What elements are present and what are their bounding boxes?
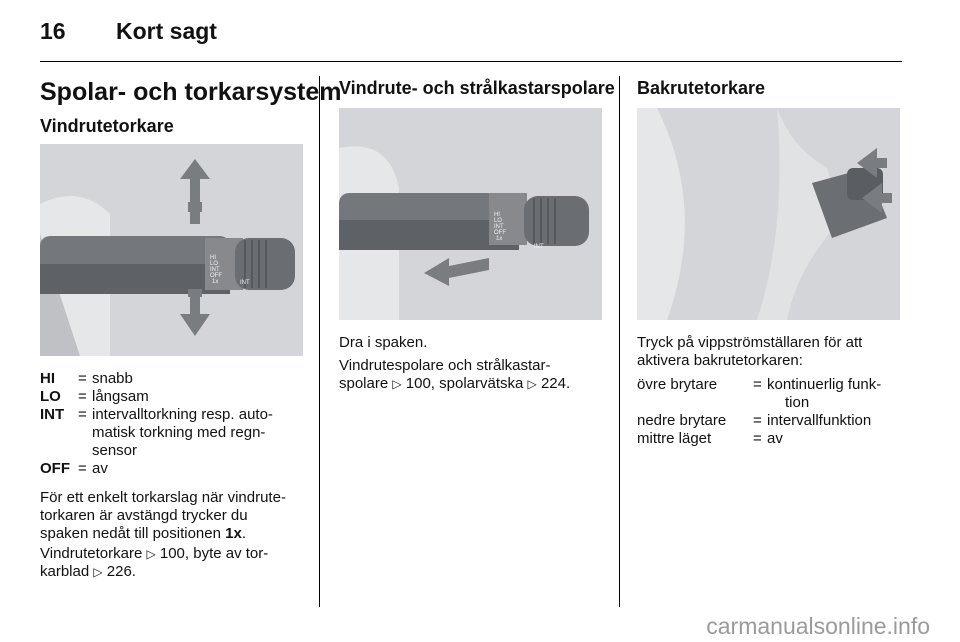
paragraph-line: aktivera bakrutetorkaren: (637, 352, 803, 369)
figure-label-int: INT (494, 224, 504, 230)
page-reference-arrow-icon: ▷ (392, 377, 402, 391)
legend-term: HI (40, 370, 55, 387)
legend-term: INT (40, 406, 65, 423)
legend-eq: = (78, 388, 87, 405)
legend-eq: = (753, 412, 762, 429)
running-title: Kort sagt (116, 18, 217, 44)
legend-eq: = (78, 370, 87, 387)
legend-term: mittre läget (637, 430, 712, 447)
legend-row-lower (637, 412, 907, 430)
legend-desc-line1: intervalltorkning resp. auto- (92, 406, 273, 423)
figure-label-off: OFF (494, 230, 506, 236)
page-reference-arrow-icon: ▷ (93, 565, 103, 579)
legend-desc: snabb (92, 370, 133, 387)
section-title: Spolar- och torkarsystem (40, 78, 342, 106)
legend-row-int (40, 406, 310, 460)
rear-wiper-instruction (637, 334, 907, 370)
header-rule (40, 61, 902, 62)
reference-text: Vindrutetorkare (40, 545, 147, 562)
legend-desc: av (92, 460, 108, 477)
legend-desc: långsam (92, 388, 149, 405)
legend-desc (767, 376, 881, 412)
washer-section-title: Vindrute- och strålkastarspolare (339, 78, 615, 98)
paragraph-line: För ett enkelt torkarslag när vindrute- (40, 489, 286, 506)
watermark: carmanualsonline.info (706, 613, 930, 639)
reference-text: spolare (339, 375, 393, 392)
legend-term: nedre brytare (637, 412, 727, 429)
paragraph-line: Tryck på vippströmställaren för att (637, 334, 863, 351)
legend-desc-line2: tion (785, 394, 810, 411)
page-reference-arrow-icon: ▷ (527, 377, 537, 391)
reference-link[interactable]: 226. (106, 563, 136, 580)
figure-label-int: INT (210, 267, 220, 273)
legend-term: LO (40, 388, 61, 405)
paragraph-line: torkaren är avstängd trycker du (40, 507, 248, 524)
figure-label-off: OFF (210, 273, 222, 279)
legend-desc-line3: sensor (92, 442, 138, 459)
figure-label-lo: LO (210, 261, 219, 267)
figure-label-hi: HI (210, 255, 216, 261)
legend-desc-line1: kontinuerlig funk- (767, 376, 882, 393)
legend-eq: = (78, 460, 87, 477)
legend-desc-line2: matisk torkning med regn- (92, 424, 266, 441)
reference-link[interactable]: 100, spolarvätska (405, 375, 528, 392)
section-subtitle: Vindrutetorkare (40, 116, 174, 136)
legend-row-middle (637, 430, 907, 448)
legend-desc: intervallfunktion (767, 412, 872, 429)
paragraph-line: Vindrutespolare och strålkastar- (339, 357, 551, 374)
reference-text: karblad (40, 563, 94, 580)
paragraph-punct: . (241, 525, 246, 542)
washer-instruction: Dra i spaken. (339, 334, 428, 351)
legend-eq: = (753, 430, 762, 447)
reference-link[interactable]: 100, byte av tor- (159, 545, 269, 562)
figure-rear-wiper-switch (637, 108, 900, 320)
figure-label-1x: 1x (212, 279, 219, 285)
column-divider-right (619, 76, 620, 607)
washer-reference-paragraph (339, 357, 609, 393)
wiper-reference-paragraph (40, 545, 315, 581)
legend-term: övre brytare (637, 376, 718, 393)
legend-eq: = (78, 406, 87, 423)
single-wipe-paragraph (40, 489, 315, 543)
figure-label-int-ring: INT (240, 280, 250, 286)
legend-desc: av (767, 430, 783, 447)
figure-label-lo: LO (494, 218, 503, 224)
paragraph-line: spaken nedåt till positionen (40, 525, 226, 542)
figure-label-1x: 1x (496, 236, 503, 242)
figure-label-int-ring: INT (534, 244, 544, 250)
legend-desc (92, 406, 273, 460)
figure-washer-lever (339, 108, 602, 320)
legend-eq: = (753, 376, 762, 393)
legend-row-upper (637, 376, 907, 412)
figure-windscreen-wiper-lever (40, 144, 303, 356)
rear-wiper-section-title: Bakrutetorkare (637, 78, 766, 98)
rear-wiper-legend (637, 376, 907, 448)
wiper-speed-legend (40, 370, 310, 478)
page-number: 16 (40, 18, 66, 44)
figure-label-hi: HI (494, 212, 500, 218)
reference-link[interactable]: 224. (540, 375, 571, 392)
legend-row-off (40, 460, 310, 478)
legend-row-hi (40, 370, 310, 388)
legend-row-lo (40, 388, 310, 406)
column-divider-left (319, 76, 320, 607)
legend-term: OFF (40, 460, 70, 477)
page-reference-arrow-icon: ▷ (146, 547, 156, 561)
position-1x: 1x (225, 525, 242, 542)
